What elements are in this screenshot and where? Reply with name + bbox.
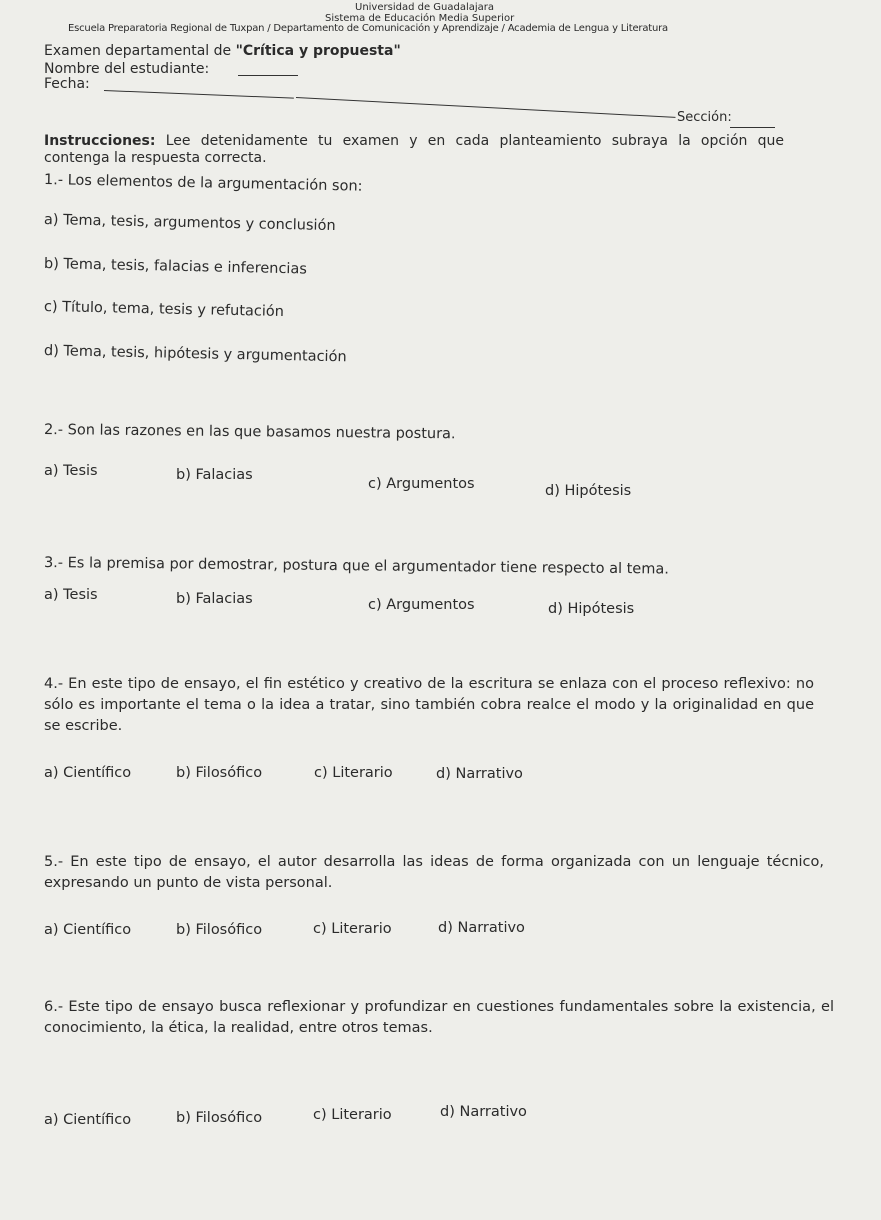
- question-5-option-c[interactable]: c) Literario: [313, 921, 392, 937]
- question-4: 4.- En este tipo de ensayo, el fin estético y creativo de la escritura se enlaza con el proceso reflexivo: no sólo es importante el tema o la idea a tratar, sino también cobra realce el modo y la originalidad en que se escribe.: [44, 676, 814, 734]
- question-6: 6.- Este tipo de ensayo busca reflexionar y profundizar en cuestiones fundamentales sobre la existencia, el conocimiento, la ética, la realidad, entre otros temas.: [44, 999, 834, 1036]
- question-1: 1.- Los elementos de la argumentación son:: [43, 172, 363, 195]
- question-1-option-c[interactable]: c) Título, tema, tesis y refutación: [43, 299, 285, 321]
- student-name-blank[interactable]: [238, 75, 298, 76]
- question-4-option-a[interactable]: a) Científico: [44, 765, 132, 781]
- question-3-option-d[interactable]: d) Hipótesis: [548, 601, 635, 617]
- exam-title: [44, 43, 401, 59]
- question-5: 5.- En este tipo de ensayo, el autor desarrolla las ideas de forma organizada con un lenguaje técnico, expresando un punto de vista personal.: [44, 854, 824, 891]
- university-name: Universidad de Guadalajara: [355, 2, 495, 13]
- question-1-option-b[interactable]: b) Tema, tesis, falacias e inferencias: [43, 256, 308, 278]
- exam-title-bold: "Crítica y propuesta": [235, 43, 401, 59]
- question-4-option-d[interactable]: d) Narrativo: [436, 766, 523, 782]
- system-name: Sistema de Educación Media Superior: [325, 13, 515, 24]
- long-underline: [296, 97, 676, 118]
- date-blank[interactable]: [104, 90, 294, 99]
- question-5-option-a[interactable]: a) Científico: [44, 922, 132, 938]
- question-6-option-b[interactable]: b) Filosófico: [176, 1110, 263, 1126]
- question-2-option-a[interactable]: a) Tesis: [44, 463, 98, 479]
- question-6-option-d[interactable]: d) Narrativo: [440, 1104, 527, 1120]
- question-5-option-d[interactable]: d) Narrativo: [438, 920, 525, 936]
- question-2-option-c[interactable]: c) Argumentos: [368, 476, 475, 492]
- instructions-text: Lee detenidamente tu examen y en cada planteamiento subraya la opción que contenga la respuesta correcta.: [44, 133, 784, 166]
- instructions: [44, 133, 784, 167]
- question-2-option-d[interactable]: d) Hipótesis: [545, 483, 632, 499]
- question-3: 3.- Es la premisa por demostrar, postura que el argumentador tiene respecto al tema.: [43, 555, 669, 578]
- question-6-option-c[interactable]: c) Literario: [313, 1107, 392, 1123]
- question-4-option-b[interactable]: b) Filosófico: [176, 765, 263, 781]
- question-5-option-b[interactable]: b) Filosófico: [176, 922, 263, 938]
- question-4-option-c[interactable]: c) Literario: [314, 765, 393, 781]
- section-blank[interactable]: [730, 127, 775, 128]
- section-label: Sección:: [677, 110, 732, 125]
- date-label: Fecha:: [44, 76, 90, 92]
- instructions-label: Instrucciones:: [44, 133, 156, 149]
- question-2: 2.- Son las razones en las que basamos nuestra postura.: [43, 422, 456, 443]
- question-1-option-d[interactable]: d) Tema, tesis, hipótesis y argumentación: [43, 343, 347, 366]
- student-name-label: Nombre del estudiante:: [44, 61, 210, 77]
- question-3-option-c[interactable]: c) Argumentos: [368, 597, 475, 613]
- exam-prefix: Examen departamental de: [44, 43, 236, 59]
- question-6-option-a[interactable]: a) Científico: [44, 1112, 132, 1128]
- question-3-option-b[interactable]: b) Falacias: [176, 591, 253, 607]
- question-2-option-b[interactable]: b) Falacias: [176, 467, 253, 483]
- question-3-option-a[interactable]: a) Tesis: [44, 587, 98, 603]
- question-1-option-a[interactable]: a) Tema, tesis, argumentos y conclusión: [43, 212, 336, 235]
- school-department: Escuela Preparatoria Regional de Tuxpan / Departamento de Comunicación y Aprendizaje / Academia de Lengua y Literatura: [68, 23, 668, 34]
